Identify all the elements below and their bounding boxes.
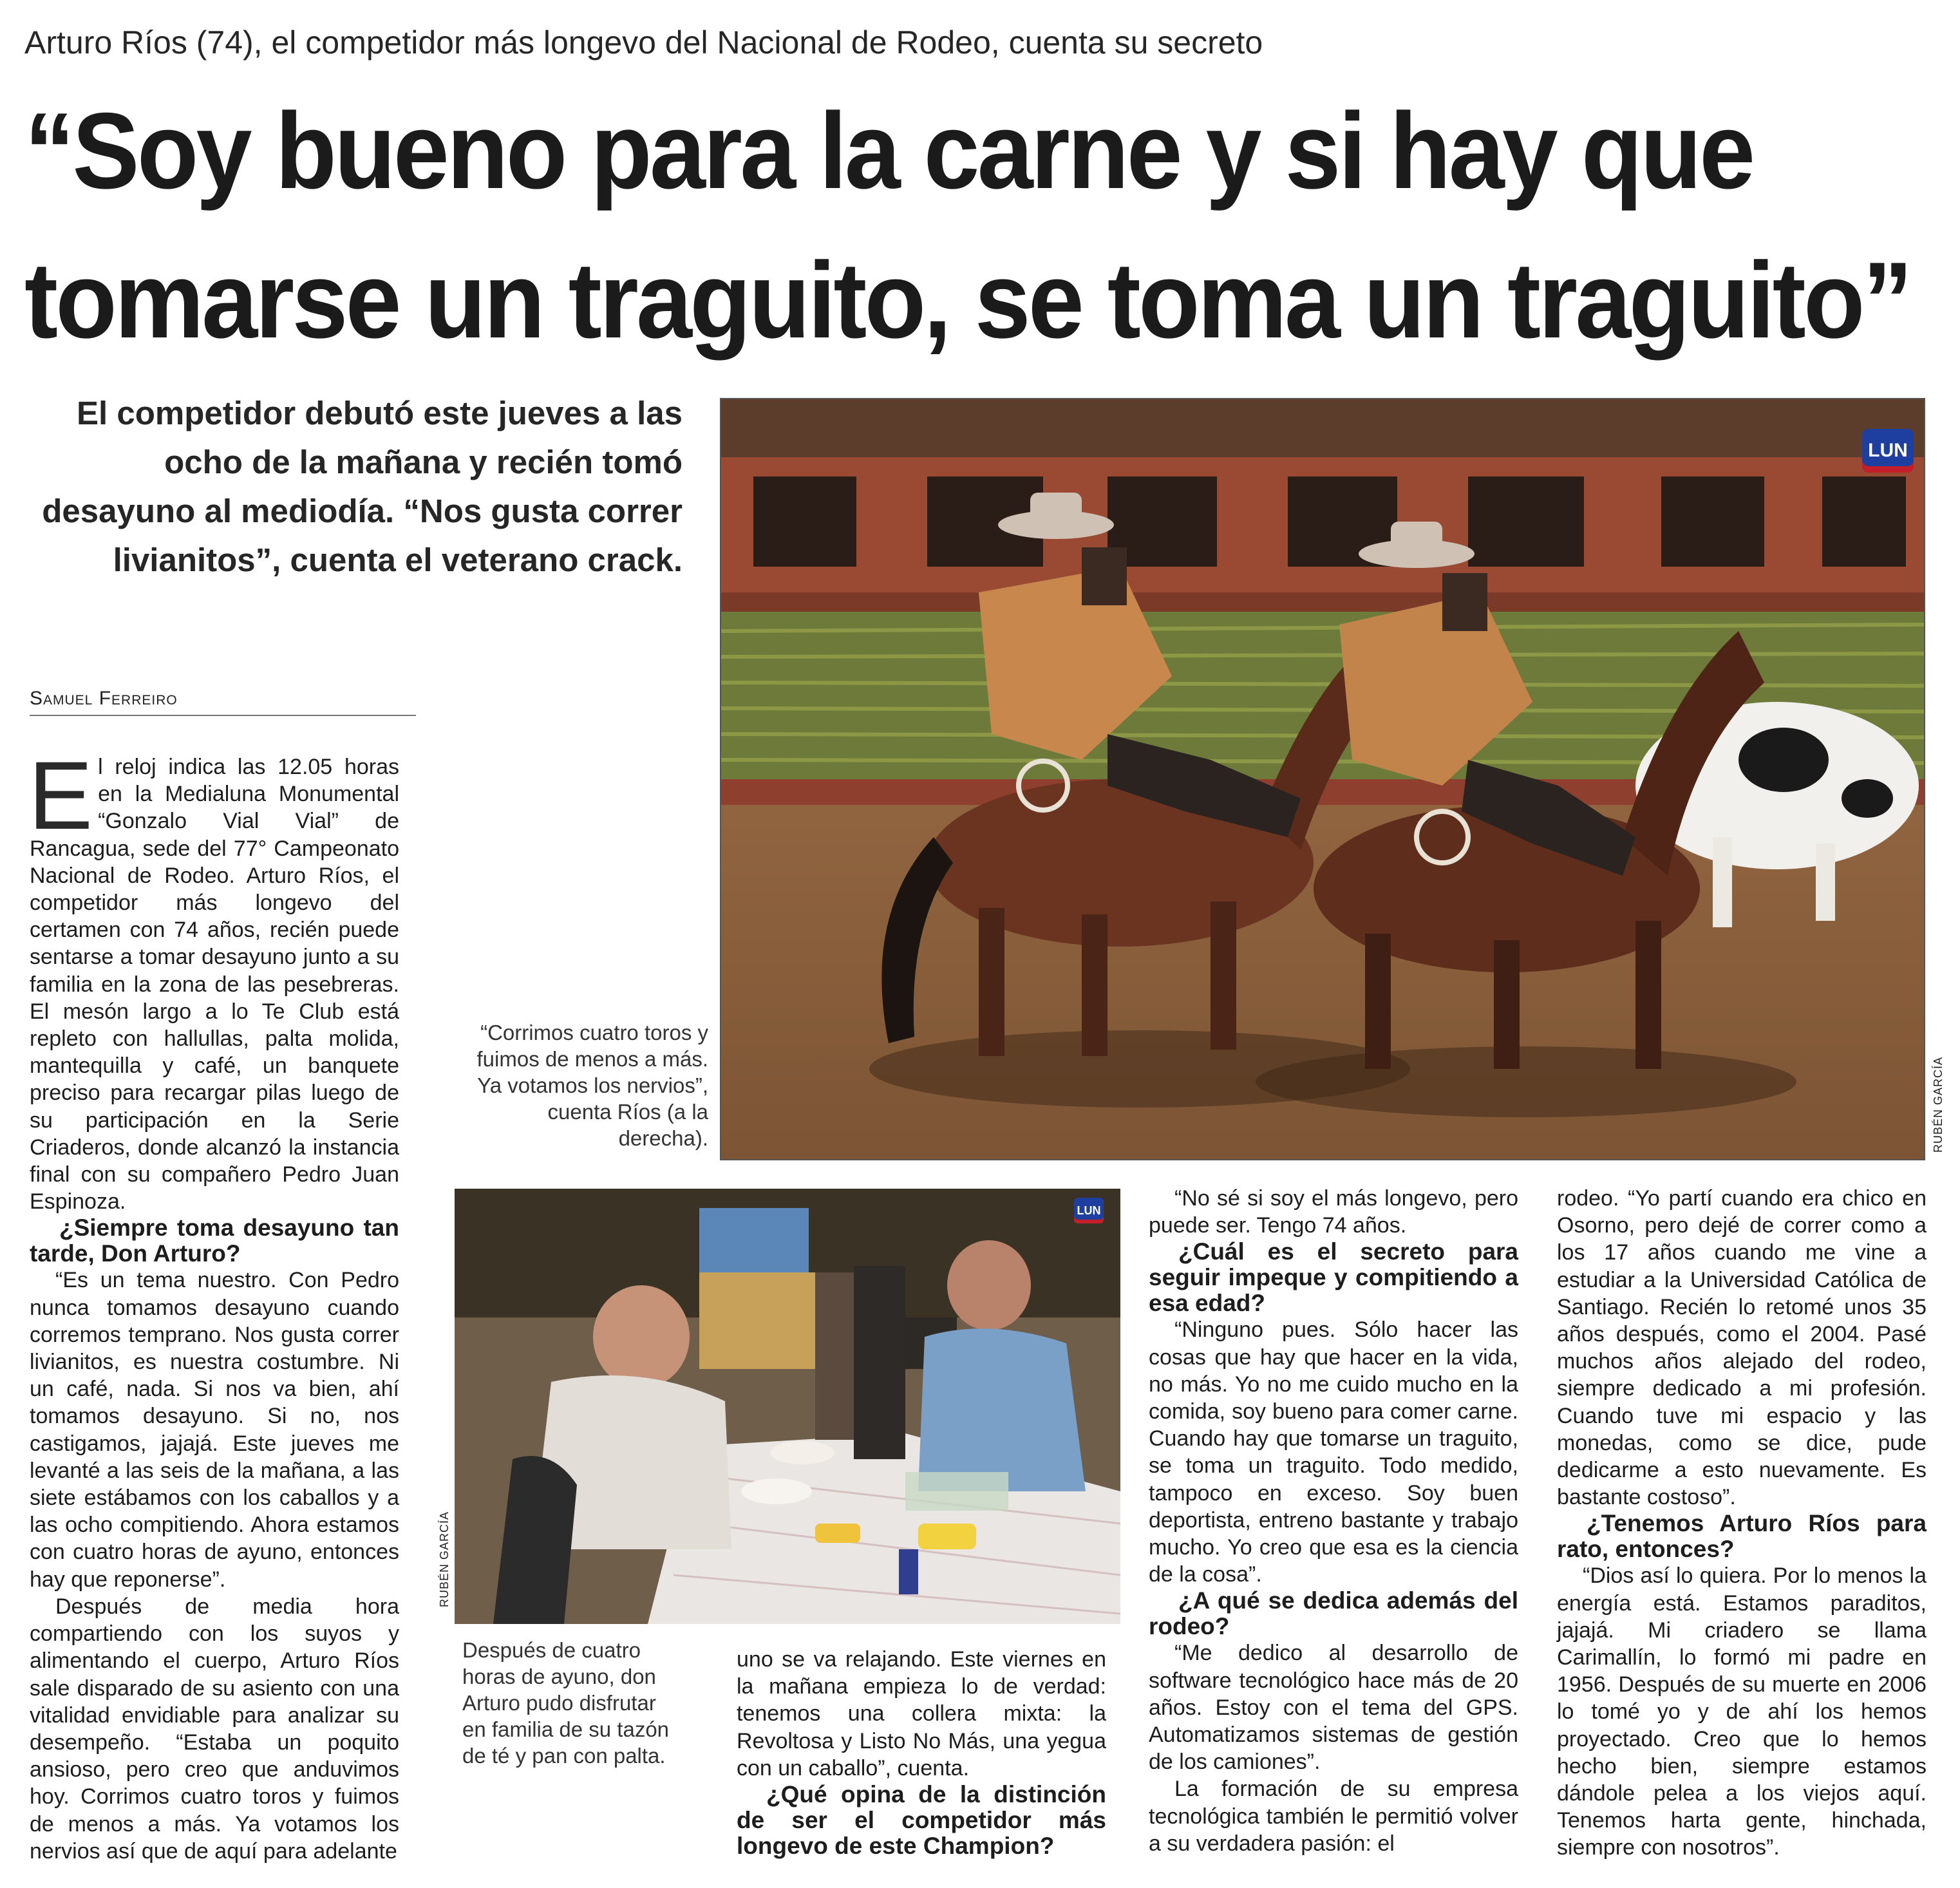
headline [24,76,1911,375]
paragraph: “Es un tema nuestro. Con Pedro nunca tomamos desayuno cuando corremos temprano. Nos gusta correr livianitos, es nuestra costumbre. Ni un café, nada. Si nos va bien, ahí tomamos desayuno. Si no, nos castigamos, jajajá. Este jueves me levanté a las seis de la mañana, a las siete estábamos con los caballos y a las ocho compitiendo. Ahora estamos con cuatro horas de ayuno, entonces hay que reponerse”. [30,1268,399,1592]
paragraph: “Dios así lo quiera. Por lo menos la energía está. Estamos paraditos, jajajá. Mi criadero se llama Carimallín, lo formó mi padre en 1956. Después de su muerte en 2006 lo tomé yo y de ahí los hemos proyectado. Creo que lo hemos hecho bien, siempre estamos dándole pelea a los viejos aquí. Tenemos harta gente, hinchada, siempre con nosotros”. [1557,1563,1927,1860]
question-5: ¿Tenemos Arturo Ríos para rato, entonces? [1557,1510,1927,1563]
paragraph: Después de media hora compartiendo con los suyos y alimentando el cuerpo, Arturo Ríos sale disparado de su asiento con una vitalidad envidiable para analizar su desempeño. “Estaba un poquito ansioso, pero creo que anduvimos hoy. Corrimos cuatro toros y fuimos de menos a más. Ya votamos los nervios así que de aquí para adelante [30,1594,399,1864]
kicker: Arturo Ríos (74), el competidor más longevo del Nacional de Rodeo, cuenta su secreto [24,24,1263,61]
question-3: ¿Cuál es el secreto para seguir impeque y compitiendo a esa edad? [1149,1238,1518,1317]
lun-logo-small: LUN [1074,1198,1104,1223]
lead-paragraph-text: l reloj indica las 12.05 horas en la Medialuna Monumental “Gonzalo Vial Vial” de Rancagua, sede del 77° Campeonato Nacional de Rodeo. Arturo Ríos, el competidor más longevo del certamen con 74 años, recién puede sentarse a tomar desayuno junto a su familia en la zona de las pesebreras. El mesón largo a lo Te Club está repleto con hallullas, palta molida, mantequilla y café, un banquete preciso para recargar pilas luego de su participación en la Serie Criaderos, donde alcanzó la instancia final con su compañero Pedro Juan Espinoza. [30,755,399,1214]
question-4: ¿A qué se dedica además del rodeo? [1149,1587,1518,1640]
paragraph: rodeo. “Yo partí cuando era chico en Osorno, pero dejé de correr como a los 17 años cuando me vine a estudiar a la Universidad Católica de Santiago. Recién lo retomé unos 35 años después, como el 2004. Pasé muchos años alejado del rodeo, siempre dedicado a mi profesión. Cuando tuve mi espacio y las monedas, como se dice, pude dedicarme a esto nuevamente. Es bastante costoso”. [1557,1186,1927,1510]
drop-cap: E [28,741,93,849]
paragraph: uno se va relajando. Este viernes en la mañana empieza lo de verdad: tenemos una collera mixta: la Revoltosa y Listo No Más, una yegua con un caballo”, cuenta. [737,1647,1106,1780]
headline-line-1: “Soy bueno para la carne y si hay que [24,90,1753,211]
breakfast-photo-caption: Después de cuatro horas de ayuno, don Arturo pudo disfrutar en familia de su tazón de té y pan con palta. [462,1638,670,1768]
column-2 [737,1646,1106,1859]
column-4 [1557,1185,1927,1862]
column-3 [1149,1185,1518,1857]
breakfast-photo-illustration [455,1189,1120,1624]
rodeo-photo-illustration [721,399,1924,1159]
deck: El competidor debutó este jueves a las ocho de la mañana y recién tomó desayuno al mediodía. “Nos gusta correr livianitos”, cuenta el veterano crack. [42,395,683,578]
question-1: ¿Siempre toma desayuno tan tarde, Don Arturo? [30,1214,399,1267]
breakfast-photo-credit: RUBÉN GARCÍA [438,1511,451,1607]
paragraph: La formación de su empresa tecnológica también le permitió volver a su verdadera pasión: el [1149,1777,1518,1856]
lead-paragraph [28,741,399,1215]
column-1 [28,741,399,1865]
question-2: ¿Qué opina de la distinción de ser el competidor más longevo de este Champion? [737,1781,1106,1860]
paragraph: “Ninguno pues. Sólo hacer las cosas que hay que hacer en la vida, no más. Yo no me cuido mucho en la comida, soy bueno para comer carne. Cuando hay que tomarse un traguito, se toma un traguito. Todo medido, tampoco en exceso. Soy buen deportista, entreno bastante y trabajo mucho. Yo creo que esa es la ciencia de la cosa”. [1149,1317,1518,1587]
main-photo-caption: “Corrimos cuatro toros y fuimos de menos a más. Ya votamos los nervios”, cuenta Ríos (a la derecha). [476,1021,708,1150]
headline-line-2: tomarse un traguito, se toma un traguito” [24,240,1911,361]
paragraph: “Me dedico al desarrollo de software tecnológico hace más de 20 años. Estoy con el tema del GPS. Automatizamos sistemas de gestión de los camiones”. [1149,1641,1518,1775]
lun-logo: LUN [1862,429,1914,473]
byline: Samuel Ferreiro [30,688,416,716]
breakfast-photo [455,1189,1120,1624]
main-photo-credit: RUBÉN GARCÍA [1932,1056,1945,1153]
paragraph: “No sé si soy el más longevo, pero puede ser. Tengo 74 años. [1149,1186,1518,1238]
main-photo [720,398,1925,1160]
